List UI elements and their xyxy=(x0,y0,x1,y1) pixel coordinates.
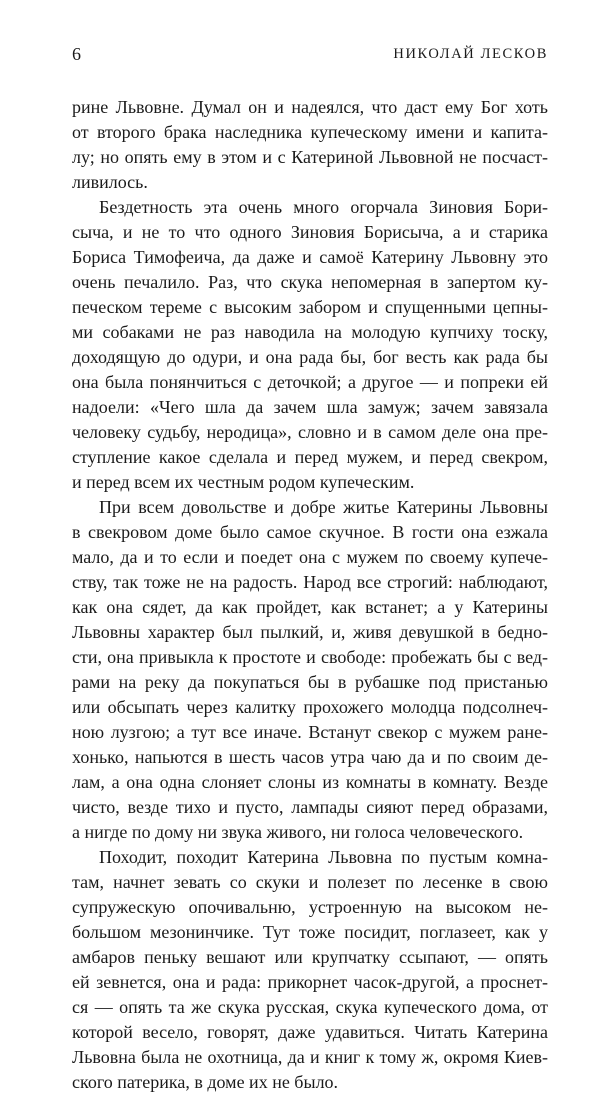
text-line: рине Львовне. Думал он и надеялся, что даст ему Бог хоть xyxy=(72,97,548,117)
text-line: Походит, походит Катерина Львовна по пустым комна- xyxy=(99,847,548,867)
text-line: и перед всем их честным родом купеческим. xyxy=(72,472,415,492)
text-line: ливилось. xyxy=(72,172,148,192)
text-line: ступление какое сделала и перед мужем, и перед свекром, xyxy=(72,447,548,467)
text-line: как она сядет, да как пройдет, как встанет; а у Катерины xyxy=(72,597,548,617)
text-line: хонько, напьются в шесть часов утра чаю да и по своим де- xyxy=(72,747,548,767)
text-line: чисто, везде тихо и пусто, лампады сияют перед образами, xyxy=(72,797,548,817)
text-line: ству, так тоже не на радость. Народ все строгий: наблюдают, xyxy=(72,572,548,592)
text-line: или обсыпать через калитку прохожего молодца подсолнеч- xyxy=(72,697,548,717)
text-line: доходящую до одури, и она рада бы, бог весть как рада бы xyxy=(72,347,548,367)
text-line: ся — опять та же скука русская, скука купеческого дома, от xyxy=(72,997,548,1017)
text-line: сыча, и не то что одного Зиновия Борисыча, а и старика xyxy=(72,222,548,242)
text-line: в свекровом доме было самое скучное. В гости она езжала xyxy=(72,522,548,542)
page-header xyxy=(72,44,548,66)
text-line: При всем довольстве и добре житье Катерины Львовны xyxy=(99,497,548,517)
text-line: ною лузгою; а тут все иначе. Встанут свекор с мужем ране- xyxy=(72,722,548,742)
text-line: от второго брака наследника купеческому имени и капита- xyxy=(72,122,548,142)
text-line: сти, она привыкла к простоте и свободе: пробежать бы с вед- xyxy=(72,647,548,667)
text-line: лам, а она одна слоняет слоны из комнаты в комнату. Везде xyxy=(72,772,548,792)
paragraph xyxy=(72,495,548,845)
text-line: Львовна была не охотница, да и книг к тому ж, окромя Киев- xyxy=(72,1047,548,1067)
text-line: печеском тереме с высоким забором и спущенными цепны- xyxy=(72,297,548,317)
paragraph xyxy=(72,95,548,195)
text-line: Бориса Тимофеича, да даже и самоё Катерину Львовну это xyxy=(72,247,548,267)
text-line: Бездетность эта очень много огорчала Зиновия Бори- xyxy=(99,197,548,217)
running-head-author: НИКОЛАЙ ЛЕСКОВ xyxy=(393,46,548,62)
text-line: рами на реку да покупаться бы в рубашке под пристанью xyxy=(72,672,548,692)
text-line: ми собаками не раз наводила на молодую купчиху тоску, xyxy=(72,322,548,342)
text-line: которой весело, говорят, даже удавиться. Читать Катерина xyxy=(72,1022,548,1042)
text-line: Львовны характер был пылкий, и, живя девушкой в бедно- xyxy=(72,622,548,642)
body-text xyxy=(72,95,548,1095)
text-line: надоели: «Чего шла да зачем шла замуж; зачем завязала xyxy=(72,397,548,417)
text-line: там, начнет зевать со скуки и полезет по лесенке в свою xyxy=(72,872,548,892)
text-line: амбаров пеньку вешают или крупчатку ссыпают, — опять xyxy=(72,947,548,967)
paragraph xyxy=(72,195,548,495)
text-line: а нигде по дому ни звука живого, ни голоса человеческого. xyxy=(72,822,524,842)
text-line: лу; но опять ему в этом и с Катериной Львовной не посчаст- xyxy=(72,147,548,167)
text-line: ского патерика, в доме их не было. xyxy=(72,1072,339,1092)
text-line: мало, да и то если и поедет она с мужем по своему купече- xyxy=(72,547,548,567)
text-line: очень печалило. Раз, что скука непомерная в запертом ку- xyxy=(72,272,548,292)
text-line: большом мезонинчике. Тут тоже посидит, поглазеет, как у xyxy=(72,922,548,942)
text-line: супружескую опочивальню, устроенную на высоком не- xyxy=(72,897,548,917)
text-line: ей зевнется, она и рада: прикорнет часок-другой, а проснет- xyxy=(72,972,548,992)
text-line: человеку судьбу, неродица», словно и в самом деле она пре- xyxy=(72,422,548,442)
paragraph xyxy=(72,845,548,1095)
text-line: она была понянчиться с деточкой; а другое — и попреки ей xyxy=(72,372,548,392)
page-number: 6 xyxy=(72,44,81,64)
